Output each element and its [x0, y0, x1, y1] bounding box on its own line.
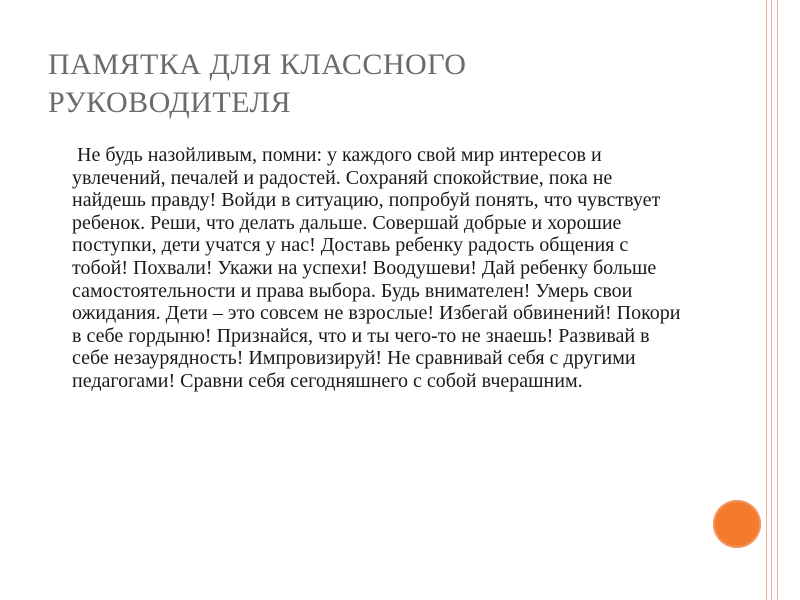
- decorative-vertical-line: [777, 0, 778, 600]
- decorative-orange-circle: [713, 500, 761, 548]
- decorative-vertical-line: [771, 0, 772, 600]
- slide-title: ПАМЯТКА ДЛЯ КЛАССНОГО РУКОВОДИТЕЛЯ: [48, 48, 467, 119]
- slide-body-text: Не будь назойливым, помни: у каждого свой мир интересов и увлечений, печалей и радостей. Сохраняй спокойствие, пока не найдешь правду! Войди в ситуацию, попробуй понять, что чувствует ребенок. Реши, что делать дальше. Совершай добрые и хорошие поступки, дети учатся у нас! Доставь ребенку радость общения с тобой! Похвали! Укажи на успехи! Воодушеви! Дай ребенку больше самостоятельности и права выбора. Будь внимателен! Умерь свои ожидания. Дети – это совсем не взрослые! Избегай обвинений! Покори в себе гордыню! Признайся, что и ты чего-то не знаешь! Развивай в себе незаурядность! Импровизируй! Не сравнивай себя с другими педагогами! Сравни себя сегодняшнего с собой вчерашним.: [72, 144, 681, 392]
- decorative-vertical-line: [766, 0, 767, 600]
